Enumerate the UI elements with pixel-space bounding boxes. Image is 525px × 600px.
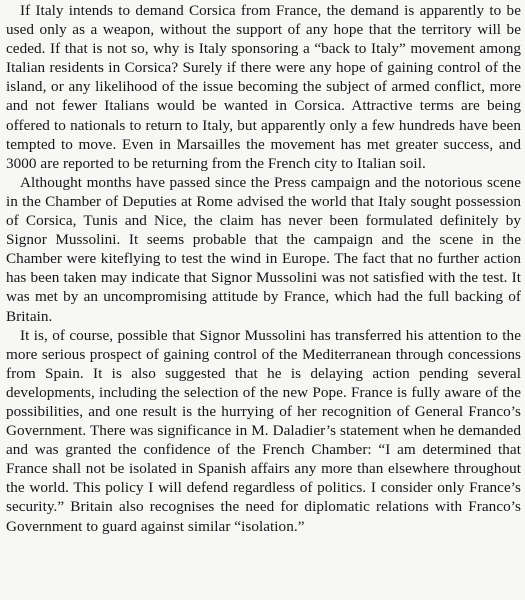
article-body <box>6 1 521 536</box>
article-paragraph-3: It is, of course, possible that Signor Mussolini has transferred his attention to the more serious prospect of gaining control of the Mediterranean through concessions from Spain. It is also suggested that he is delaying action pending several developments, including the selection of the new Pope. France is fully aware of the possibilities, and one result is the hurrying of her recognition of General Franco’s Government. There was significance in M. Daladier’s statement when he demanded and was granted the confidence of the French Chamber: “I am determined that France shall not be isolated in Spanish affairs any more than elsewhere throughout the world. This policy I will defend regardless of politics. I consider only France’s security.” Britain also recognises the need for diplomatic relations with Franco’s Government to guard against similar “isolation.” <box>6 326 521 535</box>
article-paragraph-1: If Italy intends to demand Corsica from France, the demand is apparently to be used only as a weapon, without the support of any hope that the territory will be ceded. If that is not so, why is Italy sponsoring a “back to Italy” movement among Italian residents in Corsica? Surely if there were any hope of gaining control of the island, or any likelihood of the issue becoming the subject of armed conflict, more and not fewer Italians would be wanted in Corsica. Attractive terms are being offered to nationals to return to Italy, but apparently only a few hundreds have been tempted to move. Even in Marsailles the movement has met greater success, and 3000 are reported to be returning from the French city to Italian soil. <box>6 2 521 172</box>
article-paragraph-2: Althought months have passed since the Press campaign and the notorious scene in the Chamber of Deputies at Rome advised the world that Italy sought possession of Corsica, Tunis and Nice, the claim has never been formulated definitely by Signor Mussolini. It seems probable that the campaign and the scene in the Chamber were kiteflying to test the wind in Europe. The fact that no further action has been taken may indicate that Signor Mussolini was not satisfied with the test. It was met by an uncompromising attitude by France, which had the full backing of Britain. <box>6 173 521 325</box>
